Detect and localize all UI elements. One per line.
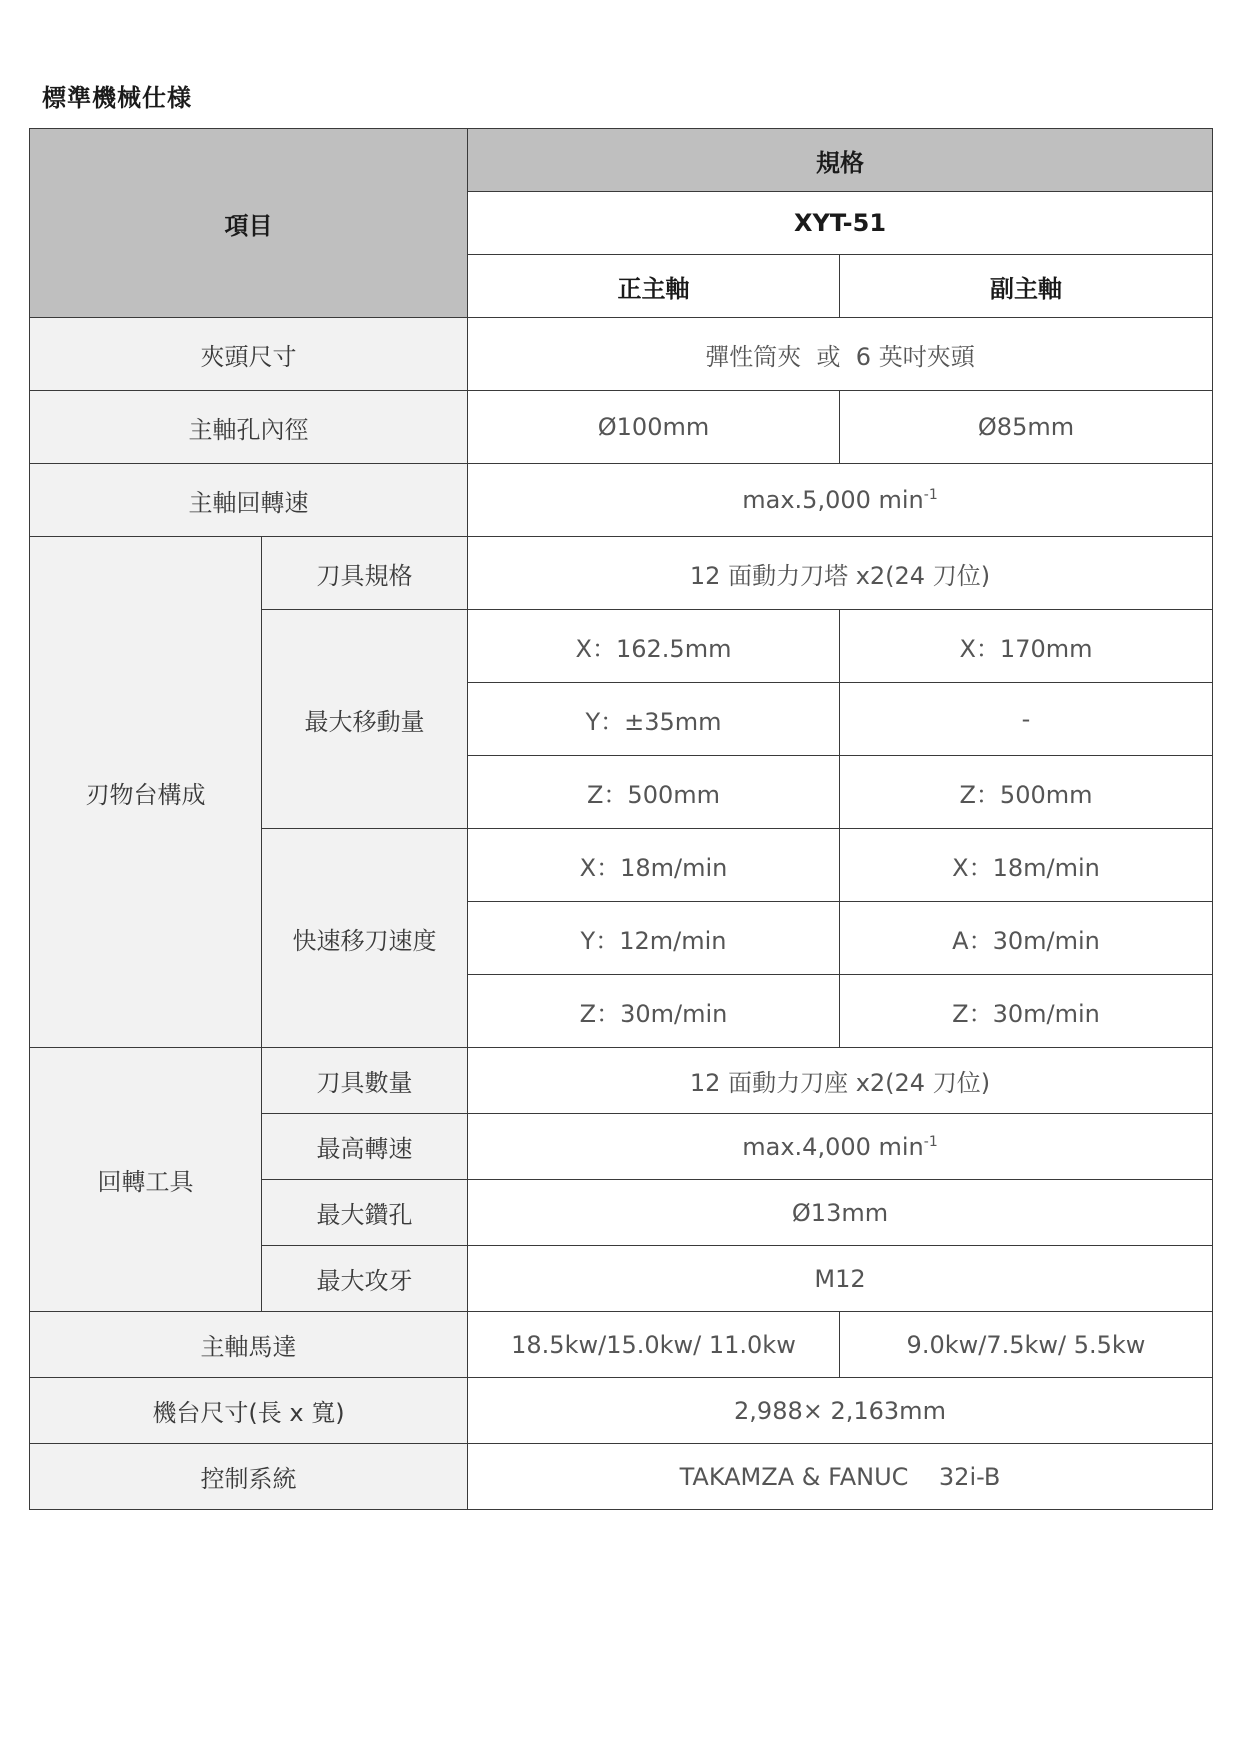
rapid-y-sub: A：30m/min <box>840 902 1213 975</box>
header-main-spindle: 正主軸 <box>468 255 840 318</box>
spindle-speed-value <box>468 464 1213 537</box>
max-travel-z-sub: Z：500mm <box>840 756 1213 829</box>
spindle-speed-text: max.5,000 min <box>742 486 924 514</box>
turret-group-label: 刃物台構成 <box>30 537 262 1048</box>
max-speed-text: max.4,000 min <box>742 1132 924 1161</box>
header-item: 項目 <box>30 129 468 318</box>
tool-spec-value: 12 面動力刀塔 x2(24 刀位) <box>468 537 1213 610</box>
chuck-size-label: 夾頭尺寸 <box>30 318 468 391</box>
table-row <box>30 537 1213 610</box>
table-row <box>30 1378 1213 1444</box>
machine-size-value: 2,988× 2,163mm <box>468 1378 1213 1444</box>
table-row <box>30 1444 1213 1510</box>
chuck-size-value: 彈性筒夾 或 6 英吋夾頭 <box>468 318 1213 391</box>
table-row <box>30 464 1213 537</box>
table-row <box>30 1312 1213 1378</box>
max-speed-label: 最高轉速 <box>262 1114 468 1180</box>
max-travel-y-sub: - <box>840 683 1213 756</box>
rapid-x-sub: X：18m/min <box>840 829 1213 902</box>
max-travel-z-main: Z：500mm <box>468 756 840 829</box>
control-system-value: TAKAMZA & FANUC 32i-B <box>468 1444 1213 1510</box>
header-model: XYT-51 <box>468 192 1213 255</box>
spindle-bore-sub: Ø85mm <box>840 391 1213 464</box>
spindle-motor-sub: 9.0kw/7.5kw/ 5.5kw <box>840 1312 1213 1378</box>
table-row <box>30 1048 1213 1114</box>
tool-spec-label: 刀具規格 <box>262 537 468 610</box>
max-drill-label: 最大鑽孔 <box>262 1180 468 1246</box>
rapid-speed-label: 快速移刀速度 <box>262 829 468 1048</box>
spindle-bore-main: Ø100mm <box>468 391 840 464</box>
tool-count-label: 刀具數量 <box>262 1048 468 1114</box>
max-travel-y-main: Y：±35mm <box>468 683 840 756</box>
max-tap-value: M12 <box>468 1246 1213 1312</box>
control-system-label: 控制系統 <box>30 1444 468 1510</box>
table-row <box>30 391 1213 464</box>
rapid-x-main: X：18m/min <box>468 829 840 902</box>
tool-count-value: 12 面動力刀座 x2(24 刀位) <box>468 1048 1213 1114</box>
spec-table <box>29 128 1213 1510</box>
rapid-y-main: Y：12m/min <box>468 902 840 975</box>
rapid-z-sub: Z：30m/min <box>840 975 1213 1048</box>
max-travel-x-main: X：162.5mm <box>468 610 840 683</box>
spindle-speed-label: 主軸回轉速 <box>30 464 468 537</box>
page-title: 標準機械仕様 <box>42 84 192 112</box>
max-speed-exponent: -1 <box>923 1133 938 1150</box>
spindle-speed-exponent: -1 <box>923 487 938 503</box>
max-travel-x-sub: X：170mm <box>840 610 1213 683</box>
machine-size-label: 機台尺寸(長 x 寬) <box>30 1378 468 1444</box>
header-row-1 <box>30 129 1213 192</box>
spindle-motor-main: 18.5kw/15.0kw/ 11.0kw <box>468 1312 840 1378</box>
spindle-motor-label: 主軸馬達 <box>30 1312 468 1378</box>
max-drill-value: Ø13mm <box>468 1180 1213 1246</box>
rotary-group-label: 回轉工具 <box>30 1048 262 1312</box>
max-speed-value <box>468 1114 1213 1180</box>
table-row <box>30 318 1213 391</box>
header-spec: 規格 <box>468 129 1213 192</box>
header-sub-spindle: 副主軸 <box>840 255 1213 318</box>
rapid-z-main: Z：30m/min <box>468 975 840 1048</box>
max-travel-label: 最大移動量 <box>262 610 468 829</box>
spindle-bore-label: 主軸孔內徑 <box>30 391 468 464</box>
max-tap-label: 最大攻牙 <box>262 1246 468 1312</box>
